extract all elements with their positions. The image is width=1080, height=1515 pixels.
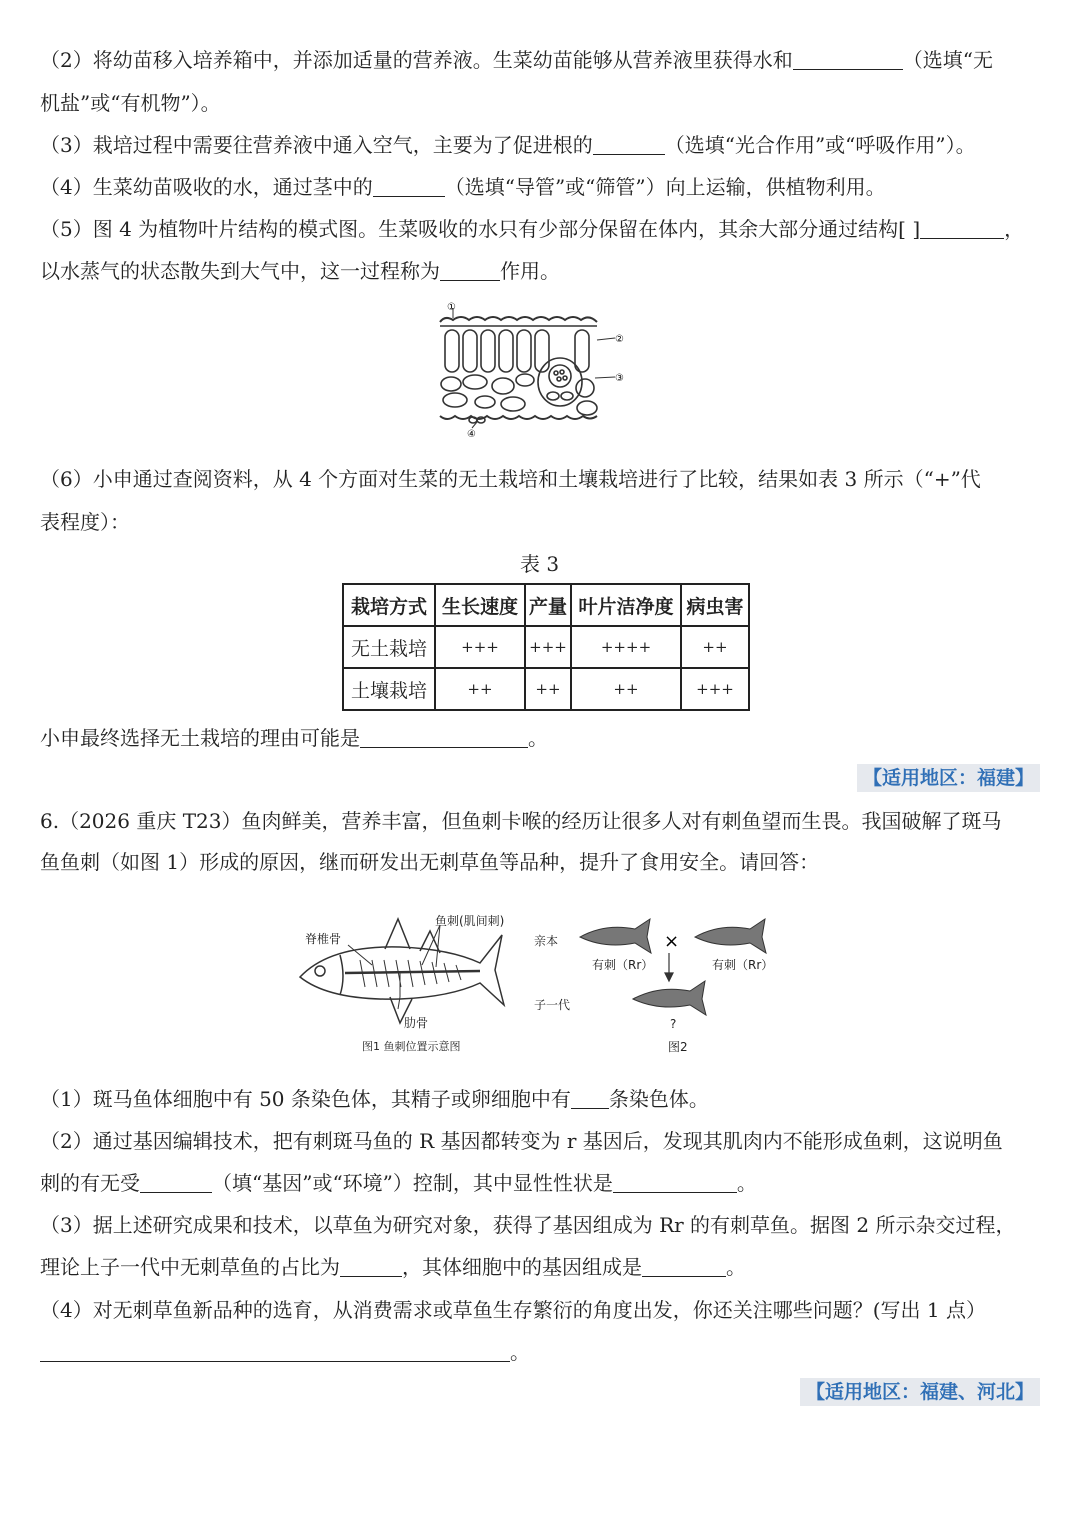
table-cell: ++: [681, 626, 749, 668]
q6-part4-line2: 。: [40, 1338, 530, 1366]
label-parent: 亲本: [534, 934, 559, 948]
leaf-label-3: ③: [615, 373, 624, 384]
q5-part3: （3）栽培过程中需要往营养液中通入空气，主要为了促进根的 （选填“光合作用”或“呼吸作用”）。: [40, 133, 976, 157]
table-cell: +++: [681, 668, 749, 710]
table-header: 病虫害: [681, 584, 749, 626]
q6-intro-line1: 6.（2026 重庆 T23）鱼肉鲜美，营养丰富，但鱼刺卡喉的经历让很多人对有刺鱼望而生畏。我国破解了斑马: [40, 809, 1002, 833]
comparison-table: [342, 583, 750, 711]
q6-part1: （1）斑马鱼体细胞中有 50 条染色体，其精子或卵细胞中有 条染色体。: [40, 1087, 709, 1111]
answer-blank[interactable]: [140, 1172, 212, 1193]
answer-blank[interactable]: [373, 176, 445, 197]
table-header: 产量: [525, 584, 571, 626]
table-row: [343, 668, 749, 710]
table-header: 生长速度: [435, 584, 525, 626]
table-cell: ++: [571, 668, 681, 710]
q6-part2-line1: （2）通过基因编辑技术，把有刺斑马鱼的 R 基因都转变为 r 基因后，发现其肌肉内不能形成鱼刺，这说明鱼: [40, 1129, 1003, 1153]
q5-part5-line2: 以水蒸气的状态散失到大气中，这一过程称为 作用。: [40, 259, 560, 283]
answer-blank[interactable]: [642, 1256, 726, 1277]
table-row: [343, 626, 749, 668]
table-header: 叶片洁净度: [571, 584, 681, 626]
q5-part5-line1: （5）图 4 为植物叶片结构的模式图。生菜吸收的水只有少部分保留在体内，其余大部分通过结构[ ] ，: [40, 217, 1025, 241]
label-rib: 肋骨: [404, 1016, 429, 1030]
leaf-structure-figure: [425, 300, 640, 440]
q5-reason: 小申最终选择无土栽培的理由可能是 。: [40, 726, 548, 750]
q5-part4: （4）生菜幼苗吸收的水，通过茎中的 （选填“导管”或“筛管”）向上运输，供植物利用。: [40, 175, 886, 199]
table-caption: 表 3: [520, 552, 560, 576]
table-cell: 无土栽培: [343, 626, 435, 668]
answer-blank[interactable]: [440, 260, 500, 281]
offspring-unknown: ?: [670, 1017, 677, 1031]
q6-part4-line1: （4）对无刺草鱼新品种的选育，从消费需求或草鱼生存繁衍的角度出发，你还关注哪些问题？(写出 1 点）: [40, 1298, 986, 1322]
q6-part3-line2: 理论上子一代中无刺草鱼的占比为 ，其体细胞中的基因组成是 。: [40, 1255, 746, 1279]
leaf-label-1: ①: [447, 302, 456, 313]
fish-icon: [633, 981, 706, 1015]
table-cell: ++++: [571, 626, 681, 668]
table-header-row: [343, 584, 749, 626]
q6-intro-line2: 鱼鱼刺（如图 1）形成的原因，继而研发出无刺草鱼等品种，提升了食用安全。请回答：: [40, 850, 820, 874]
parent-left-label: 有刺（Rr）: [592, 958, 654, 972]
answer-blank[interactable]: [593, 134, 665, 155]
leaf-label-2: ②: [615, 334, 624, 345]
table-cell: +++: [435, 626, 525, 668]
answer-blank[interactable]: [613, 1172, 737, 1193]
figure1-caption: 图1 鱼刺位置示意图: [362, 1040, 461, 1053]
q5-part2-line1: （2）将幼苗移入培养箱中，并添加适量的营养液。生菜幼苗能够从营养液里获得水和 （选填“无: [40, 48, 993, 72]
table-cell: +++: [525, 626, 571, 668]
table-cell: ++: [525, 668, 571, 710]
cross-symbol: ×: [664, 931, 680, 952]
q5-part2-line2: 机盐”或“有机物”）。: [40, 91, 221, 115]
label-intermuscular-bone: 鱼刺(肌间刺): [435, 914, 505, 928]
q6-part3-line1: （3）据上述研究成果和技术，以草鱼为研究对象，获得了基因组成为 Rr 的有刺草鱼。据图 2 所示杂交过程，: [40, 1213, 1016, 1237]
region-tag: 【适用地区：福建、河北】: [800, 1378, 1040, 1406]
answer-blank[interactable]: [920, 218, 1004, 239]
answer-blank[interactable]: [571, 1088, 609, 1109]
q5-part6-line2: 表程度）：: [40, 510, 130, 534]
fish-icon: [695, 919, 766, 953]
leaf-label-4: ④: [467, 429, 476, 440]
figure2-caption: 图2: [668, 1040, 688, 1054]
answer-blank[interactable]: [793, 49, 903, 70]
q5-part6-line1: （6）小申通过查阅资料，从 4 个方面对生菜的无土栽培和土壤栽培进行了比较，结果如表 3 所示（“+”代: [40, 467, 981, 491]
q6-part2-line2: 刺的有无受 （填“基因”或“环境”）控制，其中显性性状是 。: [40, 1171, 757, 1195]
answer-blank[interactable]: [360, 727, 528, 748]
table-cell: ++: [435, 668, 525, 710]
region-tag: 【适用地区：福建】: [857, 764, 1040, 792]
answer-blank[interactable]: [340, 1256, 402, 1277]
answer-blank[interactable]: [40, 1341, 510, 1362]
label-offspring: 子一代: [534, 998, 571, 1012]
parent-right-label: 有刺（Rr）: [712, 958, 774, 972]
table-header: 栽培方式: [343, 584, 435, 626]
table-cell: 土壤栽培: [343, 668, 435, 710]
fish-icon: [580, 919, 651, 953]
label-spine: 脊椎骨: [305, 932, 342, 946]
